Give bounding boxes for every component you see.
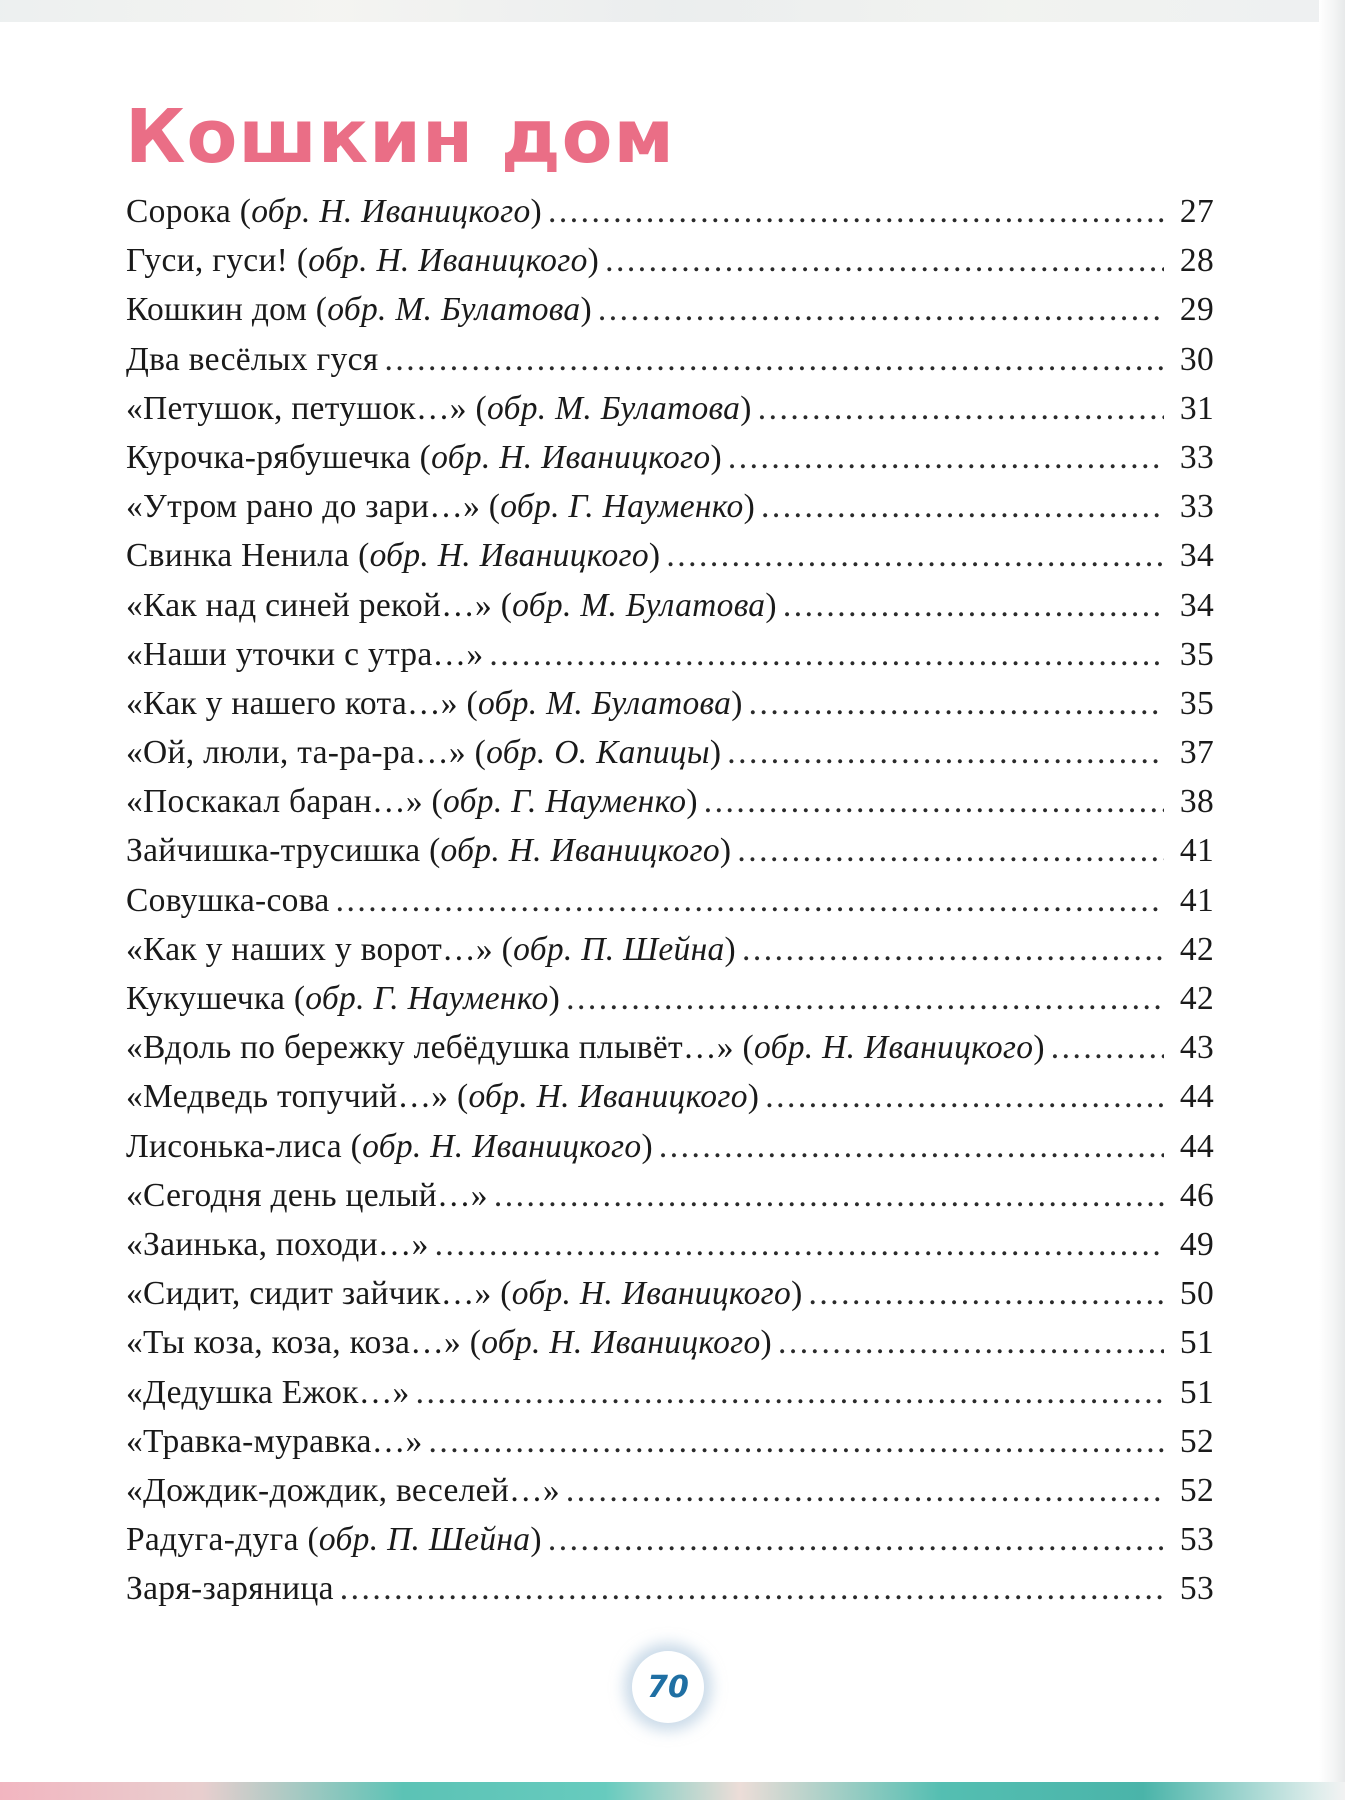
toc-leader-dots — [758, 390, 1164, 428]
toc-entry-title: «Медведь топучий…» (обр. Н. Иваницкого) — [126, 1078, 760, 1116]
toc-entry-page: 37 — [1179, 734, 1214, 772]
toc-entry-text: «Петушок, петушок…» — [126, 389, 467, 427]
toc-entry-credit: обр. М. Булатова — [487, 389, 741, 427]
toc-leader-dots — [749, 685, 1164, 723]
toc-leader-dots — [778, 1324, 1164, 1362]
toc-entry-text: Курочка-рябушечка — [126, 438, 411, 476]
top-page-edge — [0, 0, 1345, 22]
toc-entry — [126, 1226, 1214, 1275]
toc-entry — [126, 1078, 1214, 1127]
toc-entry-title: Свинка Ненила (обр. Н. Иваницкого) — [126, 537, 661, 575]
toc-entry-page: 51 — [1179, 1373, 1214, 1411]
toc-entry — [126, 1521, 1214, 1570]
toc-entry-page: 28 — [1179, 242, 1214, 280]
toc-leader-dots — [727, 734, 1164, 772]
toc-entry — [126, 488, 1214, 537]
toc-entry-title — [126, 1472, 560, 1510]
toc-leader-dots — [666, 537, 1164, 575]
toc-entry-title — [126, 1570, 334, 1608]
toc-entry-text: «Ой, люли, та-ра-ра…» — [126, 734, 466, 772]
toc-entry-text: «Дедушка Ежок…» — [126, 1373, 410, 1411]
toc-entry-credit: обр. П. Шейна — [513, 930, 725, 968]
toc-leader-dots — [566, 980, 1164, 1018]
toc-entry-page: 52 — [1179, 1422, 1214, 1460]
toc-entry — [126, 931, 1214, 980]
toc-entry-text: «Сидит, сидит зайчик…» — [126, 1275, 492, 1313]
toc-entry — [126, 1128, 1214, 1177]
toc-entry-page: 31 — [1179, 389, 1214, 427]
toc-leader-dots — [659, 1128, 1164, 1166]
toc-entry-text: Два весёлых гуся — [126, 340, 379, 378]
toc-entry-text: «Медведь топучий…» — [126, 1078, 449, 1116]
toc-leader-dots — [1051, 1029, 1164, 1067]
toc-entry-text: «Вдоль по бережку лебёдушка плывёт…» — [126, 1029, 734, 1067]
toc-entry-page: 50 — [1179, 1275, 1214, 1313]
bottom-page-edge — [0, 1782, 1345, 1800]
toc-leader-dots — [742, 931, 1164, 969]
toc-leader-dots — [494, 1177, 1164, 1215]
toc-leader-dots — [598, 291, 1164, 329]
toc-entry-credit: обр. Г. Науменко — [500, 488, 744, 526]
toc-entry-page: 44 — [1179, 1127, 1214, 1165]
toc-entry-text: «Дождик-дождик, веселей…» — [126, 1471, 560, 1509]
toc-entry — [126, 587, 1214, 636]
toc-entry-credit: обр. Н. Иваницкого — [369, 537, 649, 575]
toc-entry-text: Заря-заряница — [126, 1570, 334, 1608]
toc-entry-text: Зайчишка-трусишка — [126, 832, 421, 870]
page-number-badge: 70 — [632, 1651, 704, 1723]
toc-entry-title: Курочка-рябушечка (обр. Н. Иваницкого) — [126, 438, 722, 476]
toc-entry-credit: обр. Н. Иваницкого — [440, 832, 720, 870]
toc-entry-credit: обр. Г. Науменко — [305, 980, 549, 1017]
toc-entry-credit: обр. Г. Науменко — [443, 783, 687, 821]
toc-entry — [126, 1029, 1214, 1078]
toc-entry-title: «Утром рано до зари…» (обр. Г. Науменко) — [126, 488, 756, 526]
toc-entry-page: 52 — [1179, 1471, 1214, 1509]
toc-entry-title: Кукушечка (обр. Г. Науменко) — [126, 980, 561, 1017]
toc-entry-page: 34 — [1179, 586, 1214, 624]
toc-entry — [126, 734, 1214, 783]
toc-entry-text: Сорока — [126, 193, 232, 230]
toc-leader-dots — [489, 636, 1164, 674]
toc-entry-page: 33 — [1179, 438, 1214, 476]
toc-entry-title: «Сидит, сидит зайчик…» (обр. Н. Иваницкого) — [126, 1275, 803, 1313]
toc-entry-text: Радуга-дуга — [126, 1521, 299, 1559]
toc-entry-text: «Как у наших у ворот…» — [126, 930, 493, 968]
toc-entry — [126, 1423, 1214, 1472]
toc-entry-title — [126, 1177, 488, 1215]
toc-entry-credit: обр. Н. Иваницкого — [468, 1078, 748, 1116]
toc-entry-page: 44 — [1179, 1078, 1214, 1116]
toc-entry — [126, 832, 1214, 881]
toc-entry-credit: обр. Н. Иваницкого — [481, 1324, 761, 1362]
toc-entry-credit: обр. Н. Иваницкого — [362, 1127, 642, 1165]
toc-leader-dots — [605, 242, 1164, 280]
toc-entry-page: 51 — [1179, 1324, 1214, 1362]
toc-entry — [126, 242, 1214, 291]
toc-entry-title: «Вдоль по бережку лебёдушка плывёт…» (обр. Н. Иваницкого) — [126, 1029, 1045, 1067]
toc-leader-dots — [761, 488, 1164, 526]
toc-entry — [126, 1324, 1214, 1373]
toc-leader-dots — [809, 1275, 1164, 1313]
toc-entry-title: «Как у наших у ворот…» (обр. П. Шейна) — [126, 930, 737, 968]
toc-entry-credit: обр. Н. Иваницкого — [511, 1275, 792, 1313]
toc-leader-dots — [435, 1226, 1164, 1264]
toc-entry-title: Кошкин дом (обр. М. Булатова) — [126, 291, 592, 329]
toc-leader-dots — [728, 439, 1164, 477]
toc-leader-dots — [384, 341, 1164, 379]
toc-entry-title: «Ты коза, коза, коза…» (обр. Н. Иваницкого) — [126, 1324, 773, 1362]
toc-entry-text: «Травка-муравка…» — [126, 1422, 423, 1460]
toc-leader-dots — [783, 587, 1164, 625]
toc-entry-page: 42 — [1179, 930, 1214, 968]
toc-entry — [126, 439, 1214, 488]
toc-entry-credit: обр. М. Булатова — [327, 291, 581, 329]
toc-entry-page: 33 — [1179, 488, 1214, 526]
toc-entry-text: «Как над синей рекой…» — [126, 586, 493, 624]
toc-entry-text: Гуси, гуси! — [126, 242, 289, 280]
toc-entry — [126, 1570, 1214, 1619]
toc-entry — [126, 341, 1214, 390]
toc-entry-credit: обр. Н. Иваницкого — [308, 242, 588, 280]
toc-entry — [126, 685, 1214, 734]
section-title: Кошкин дом — [125, 94, 675, 180]
toc-entry-credit: обр. П. Шейна — [318, 1521, 531, 1559]
toc-entry-page: 29 — [1179, 291, 1214, 329]
toc-entry — [126, 783, 1214, 832]
toc-entry — [126, 980, 1214, 1029]
toc-entry-page: 42 — [1179, 980, 1214, 1017]
toc-entry-text: Совушка-сова — [126, 881, 330, 919]
toc-entry-text: Лисонька-лиса — [126, 1127, 342, 1165]
toc-entry-title — [126, 1423, 423, 1461]
toc-entry-text: «Поскакал баран…» — [126, 783, 423, 821]
toc-entry — [126, 1177, 1214, 1226]
toc-entry — [126, 537, 1214, 586]
toc-entry-page: 35 — [1179, 684, 1214, 722]
toc-entry-title: Лисонька-лиса (обр. Н. Иваницкого) — [126, 1127, 653, 1165]
toc-entry-page: 53 — [1179, 1570, 1214, 1608]
toc-entry-credit: обр. Н. Иваницкого — [753, 1029, 1034, 1067]
toc-leader-dots — [765, 1078, 1164, 1116]
toc-entry-title — [126, 636, 483, 674]
toc-entry-title: Зайчишка-трусишка (обр. Н. Иваницкого) — [126, 832, 732, 870]
toc-entry-text: «Утром рано до зари…» — [126, 488, 481, 526]
toc-entry-title: Гуси, гуси! (обр. Н. Иваницкого) — [126, 242, 600, 280]
toc-entry-credit: обр. М. Булатова — [512, 586, 766, 624]
right-page-edge — [1319, 0, 1345, 1800]
table-of-contents — [126, 193, 1214, 1619]
toc-leader-dots — [566, 1472, 1164, 1510]
toc-entry — [126, 636, 1214, 685]
toc-entry — [126, 1374, 1214, 1423]
toc-entry-page: 38 — [1179, 783, 1214, 821]
toc-entry-page: 53 — [1179, 1521, 1214, 1559]
toc-entry-page: 41 — [1179, 832, 1214, 870]
toc-entry — [126, 193, 1214, 242]
toc-entry-title: Радуга-дуга (обр. П. Шейна) — [126, 1521, 542, 1559]
toc-entry-page: 49 — [1179, 1225, 1214, 1263]
toc-entry-text: «Наши уточки с утра…» — [126, 635, 484, 673]
toc-leader-dots — [548, 1521, 1164, 1559]
toc-entry-credit: обр. Н. Иваницкого — [251, 193, 531, 230]
toc-entry-page: 41 — [1179, 881, 1214, 919]
toc-entry-page: 43 — [1179, 1029, 1214, 1067]
toc-leader-dots — [548, 193, 1164, 231]
toc-entry-text: «Сегодня день целый…» — [126, 1176, 488, 1214]
toc-entry — [126, 1275, 1214, 1324]
toc-entry-title — [126, 1374, 410, 1412]
toc-entry-text: «Заинька, походи…» — [126, 1225, 429, 1263]
toc-entry-text: Кукушечка — [126, 980, 286, 1017]
toc-entry-credit: обр. М. Булатова — [477, 684, 732, 722]
toc-leader-dots — [704, 783, 1164, 821]
toc-entry-text: «Ты коза, коза, коза…» — [126, 1324, 462, 1362]
toc-entry — [126, 1472, 1214, 1521]
toc-entry — [126, 390, 1214, 439]
toc-leader-dots — [416, 1374, 1164, 1412]
toc-entry-page: 46 — [1179, 1176, 1214, 1214]
toc-leader-dots — [336, 882, 1164, 920]
toc-leader-dots — [737, 832, 1164, 870]
toc-entry-page: 34 — [1179, 537, 1214, 575]
toc-entry — [126, 291, 1214, 340]
toc-entry-page: 35 — [1179, 635, 1214, 673]
toc-entry-title: Сорока (обр. Н. Иваницкого) — [126, 193, 542, 230]
toc-entry-title — [126, 1226, 429, 1264]
toc-leader-dots — [429, 1423, 1164, 1461]
toc-entry-title: «Поскакал баран…» (обр. Г. Науменко) — [126, 783, 698, 821]
toc-entry-title: «Как у нашего кота…» (обр. М. Булатова) — [126, 684, 743, 722]
toc-entry-page: 30 — [1179, 340, 1214, 378]
toc-entry-credit: обр. О. Капицы — [486, 734, 710, 772]
toc-entry-page: 27 — [1179, 193, 1214, 230]
toc-entry — [126, 882, 1214, 931]
toc-entry-title — [126, 341, 378, 379]
toc-leader-dots — [340, 1570, 1164, 1608]
toc-entry-title: «Ой, люли, та-ра-ра…» (обр. О. Капицы) — [126, 734, 722, 772]
toc-entry-credit: обр. Н. Иваницкого — [431, 438, 711, 476]
toc-entry-text: Свинка Ненила — [126, 537, 350, 575]
toc-entry-title: «Как над синей рекой…» (обр. М. Булатова) — [126, 586, 777, 624]
toc-entry-title: «Петушок, петушок…» (обр. М. Булатова) — [126, 389, 752, 427]
toc-entry-title — [126, 882, 330, 920]
toc-entry-text: Кошкин дом — [126, 291, 308, 329]
toc-entry-text: «Как у нашего кота…» — [126, 684, 458, 722]
